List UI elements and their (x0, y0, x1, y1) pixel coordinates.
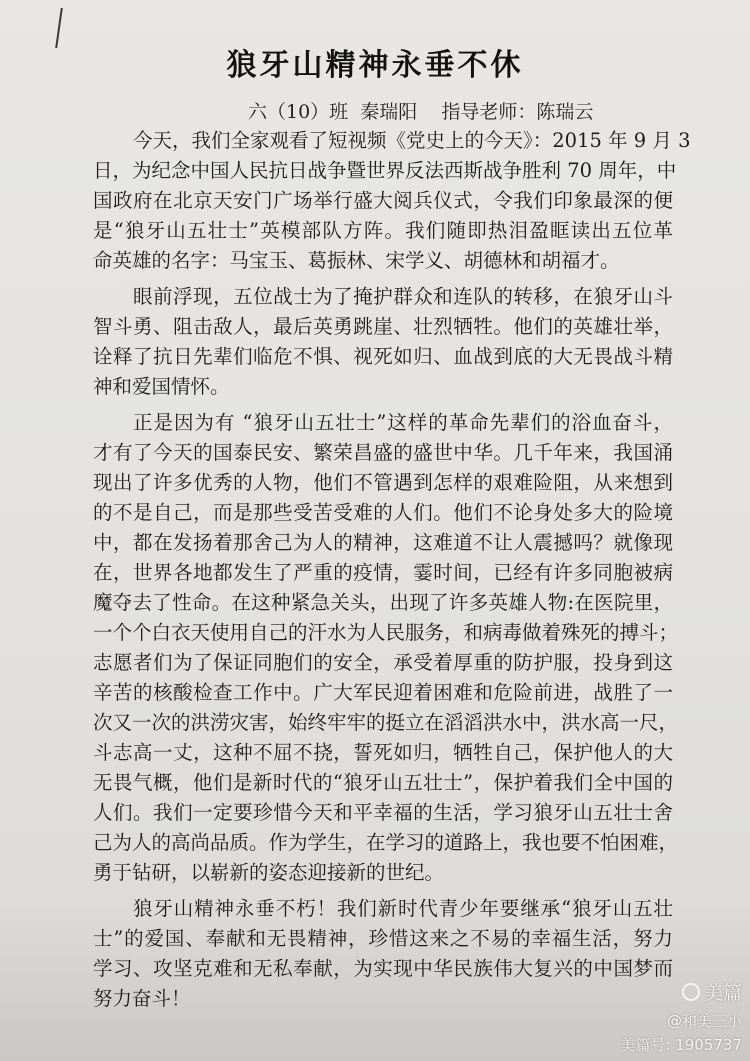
text-line: 斗志高一丈，这种不屈不挠，誓死如归，牺牲自己，保护他人的大 (93, 741, 673, 764)
text-line: 现出了许多优秀的人物，他们不管遇到怎样的艰难险阻，从来想到 (93, 471, 673, 494)
meipian-logo-icon (682, 983, 700, 1001)
text-line: 魔夺去了性命。在这种紧急关头，出现了许多英雄人物:在医院里， (93, 591, 673, 614)
text-line: 狼牙山精神永垂不朽！我们新时代青少年要继承“狼牙山五壮 (133, 897, 673, 920)
watermark-account: 美篇号: 1905737 (620, 1036, 742, 1054)
watermark-brand (682, 978, 742, 1005)
text-line: 才有了今天的国泰民安、繁荣昌盛的盛世中华。几千年来，我国涌 (93, 441, 673, 464)
text-line: 辛苦的核酸检查工作中。广大军民迎着困难和危险前进，战胜了一 (93, 681, 673, 704)
text-line: 次又一次的洪涝灾害，始终牢牢的挺立在滔滔洪水中，洪水高一尺， (93, 711, 679, 734)
text-line: 一个个白衣天使用自己的汗水为人民服务，和病毒做着殊死的搏斗； (93, 621, 679, 644)
text-line: 己为人的高尚品质。作为学生，在学习的道路上，我也要不怕困难， (93, 831, 679, 854)
author-byline: 六（10）班 秦瑞阳 指导老师：陈瑞云 (248, 101, 594, 123)
text-line: 命英雄的名字：马宝玉、葛振林、宋学义、胡德林和胡福才。 (93, 249, 620, 272)
watermark-brand-label: 美篇 (703, 982, 742, 1004)
text-line: 勇于钻研，以崭新的姿态迎接新的世纪。 (93, 861, 445, 884)
text-line: 的不是自己，而是那些受苦受难的人们。他们不论身处多大的险境 (93, 501, 673, 524)
text-line: 努力奋斗！ (93, 987, 191, 1010)
text-line: 无畏气概，他们是新时代的“狼牙山五壮士”，保护着我们全中国的 (93, 771, 673, 794)
text-line: 智斗勇、阻击敌人，最后英勇跳崖、壮烈牺牲。他们的英雄壮举， (93, 315, 673, 338)
text-line: 正是因为有 “狼牙山五壮士”这样的革命先辈们的浴血奋斗， (133, 411, 673, 434)
paragraph (93, 408, 679, 888)
paragraph (93, 894, 673, 1014)
text-line: 诠释了抗日先辈们临危不惧、视死如归、血战到底的大无畏战斗精 (93, 345, 673, 368)
text-line: 人们。我们一定要珍惜今天和平幸福的生活，学习狼牙山五壮士舍 (93, 801, 673, 824)
text-line: 日，为纪念中国人民抗日战争暨世界反法西斯战争胜利 70 周年，中 (93, 159, 677, 182)
text-line: 神和爱国情怀。 (93, 375, 230, 398)
text-line: 是“狼牙山五壮士”英模部队方阵。我们随即热泪盈眶读出五位革 (93, 219, 673, 242)
text-line: 今天，我们全家观看了短视频《党史上的今天》：2015 年 9 月 3 (133, 129, 691, 152)
text-line: 眼前浮现，五位战士为了掩护群众和连队的转移，在狼牙山斗 (133, 285, 673, 308)
text-line: 志愿者们为了保证同胞们的安全，承受着厚重的防护服，投身到这 (93, 651, 673, 674)
text-line: 士”的爱国、奉献和无畏精神，珍惜这来之不易的幸福生活，努力 (93, 927, 673, 950)
watermark-user: @和美三小 (666, 1012, 742, 1030)
paragraph (93, 126, 691, 276)
essay-body (93, 126, 691, 1020)
page-title: 狼牙山精神永垂不休 (226, 48, 524, 83)
text-line: 国政府在北京天安门广场举行盛大阅兵仪式，令我们印象最深的便 (93, 189, 673, 212)
text-line: 中，都在发扬着那舍己为人的精神，这难道不让人震撼吗？就像现 (93, 531, 673, 554)
text-line: 在，世界各地都发生了严重的疫情，霎时间，已经有许多同胞被病 (93, 561, 673, 584)
text-line: 学习、攻坚克难和无私奉献，为实现中华民族伟大复兴的中国梦而 (93, 957, 673, 980)
paragraph (93, 282, 673, 402)
